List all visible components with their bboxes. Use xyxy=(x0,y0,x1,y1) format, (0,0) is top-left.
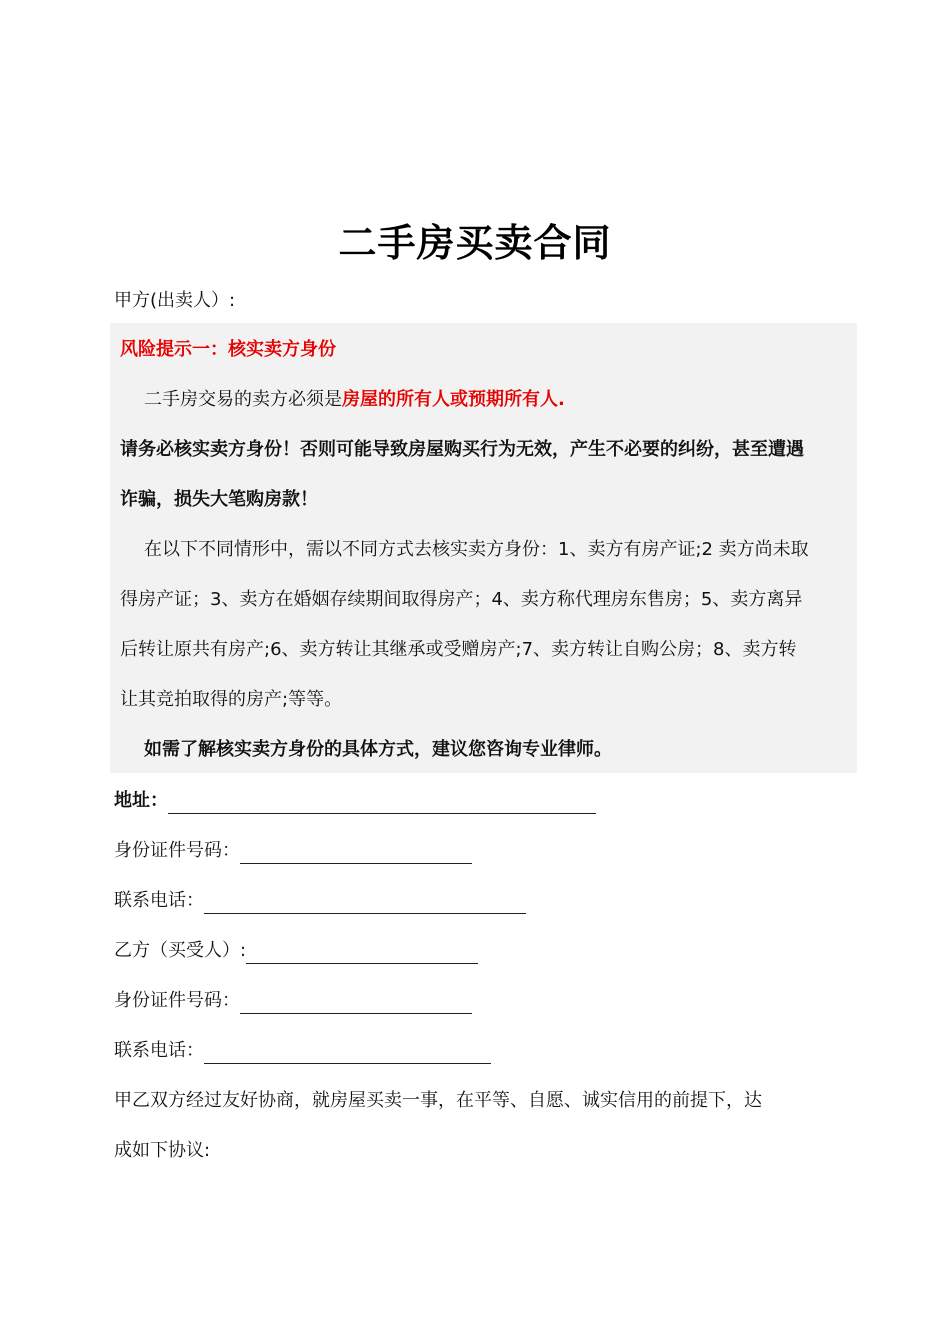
risk-p1-prefix: 二手房交易的卖方必须是 xyxy=(144,389,342,410)
party-b-field xyxy=(114,938,478,964)
risk-heading: 风险提示一：核实卖方身份 xyxy=(120,339,336,360)
party-a-phone-blank[interactable] xyxy=(204,893,526,914)
party-b-phone-label: 联系电话： xyxy=(114,1040,204,1061)
party-b-id-field xyxy=(114,988,472,1014)
party-a-phone-field xyxy=(114,888,526,914)
party-a-phone-label: 联系电话： xyxy=(114,890,204,911)
risk-paragraph-1 xyxy=(144,387,565,413)
risk-cases-line-3: 后转让原共有房产;6、卖方转让其继承或受赠房产;7、卖方转让自购公房；8、卖方转 xyxy=(120,639,797,660)
agreement-line-1: 甲乙双方经过友好协商，就房屋买卖一事，在平等、自愿、诚实信用的前提下，达 xyxy=(114,1090,762,1111)
address-label: 地址： xyxy=(114,790,168,811)
risk-p1-highlight: 房屋的所有人或预期所有人. xyxy=(342,389,565,410)
party-a-id-blank[interactable] xyxy=(240,843,472,864)
party-a-label: 甲方(出卖人）: xyxy=(114,290,236,311)
address-blank[interactable] xyxy=(168,793,596,814)
risk-warning-line-1: 请务必核实卖方身份！否则可能导致房屋购买行为无效，产生不必要的纠纷，甚至遭遇 xyxy=(120,439,804,460)
risk-warning-line-2: 诈骗，损失大笔购房款！ xyxy=(120,489,318,510)
agreement-line-2: 成如下协议: xyxy=(114,1140,211,1161)
party-b-id-label: 身份证件号码： xyxy=(114,990,240,1011)
party-b-phone-field xyxy=(114,1038,491,1064)
risk-cases-line-1: 在以下不同情形中，需以不同方式去核实卖方身份：1、卖方有房产证;2 卖方尚未取 xyxy=(144,539,809,560)
party-a-id-label: 身份证件号码： xyxy=(114,840,240,861)
party-b-id-blank[interactable] xyxy=(240,993,472,1014)
page-title: 二手房买卖合同 xyxy=(338,221,612,265)
party-a-id-field xyxy=(114,838,472,864)
risk-cases-line-2: 得房产证；3、卖方在婚姻存续期间取得房产；4、卖方称代理房东售房；5、卖方离异 xyxy=(120,589,803,610)
risk-notice-box xyxy=(110,323,857,773)
risk-cases-line-4: 让其竞拍取得的房产;等等。 xyxy=(120,689,343,710)
party-b-phone-blank[interactable] xyxy=(204,1043,491,1064)
party-b-blank[interactable] xyxy=(246,943,478,964)
risk-advice: 如需了解核实卖方身份的具体方式，建议您咨询专业律师。 xyxy=(144,739,612,760)
party-b-label: 乙方（买受人）: xyxy=(114,940,247,961)
address-field xyxy=(114,788,596,814)
